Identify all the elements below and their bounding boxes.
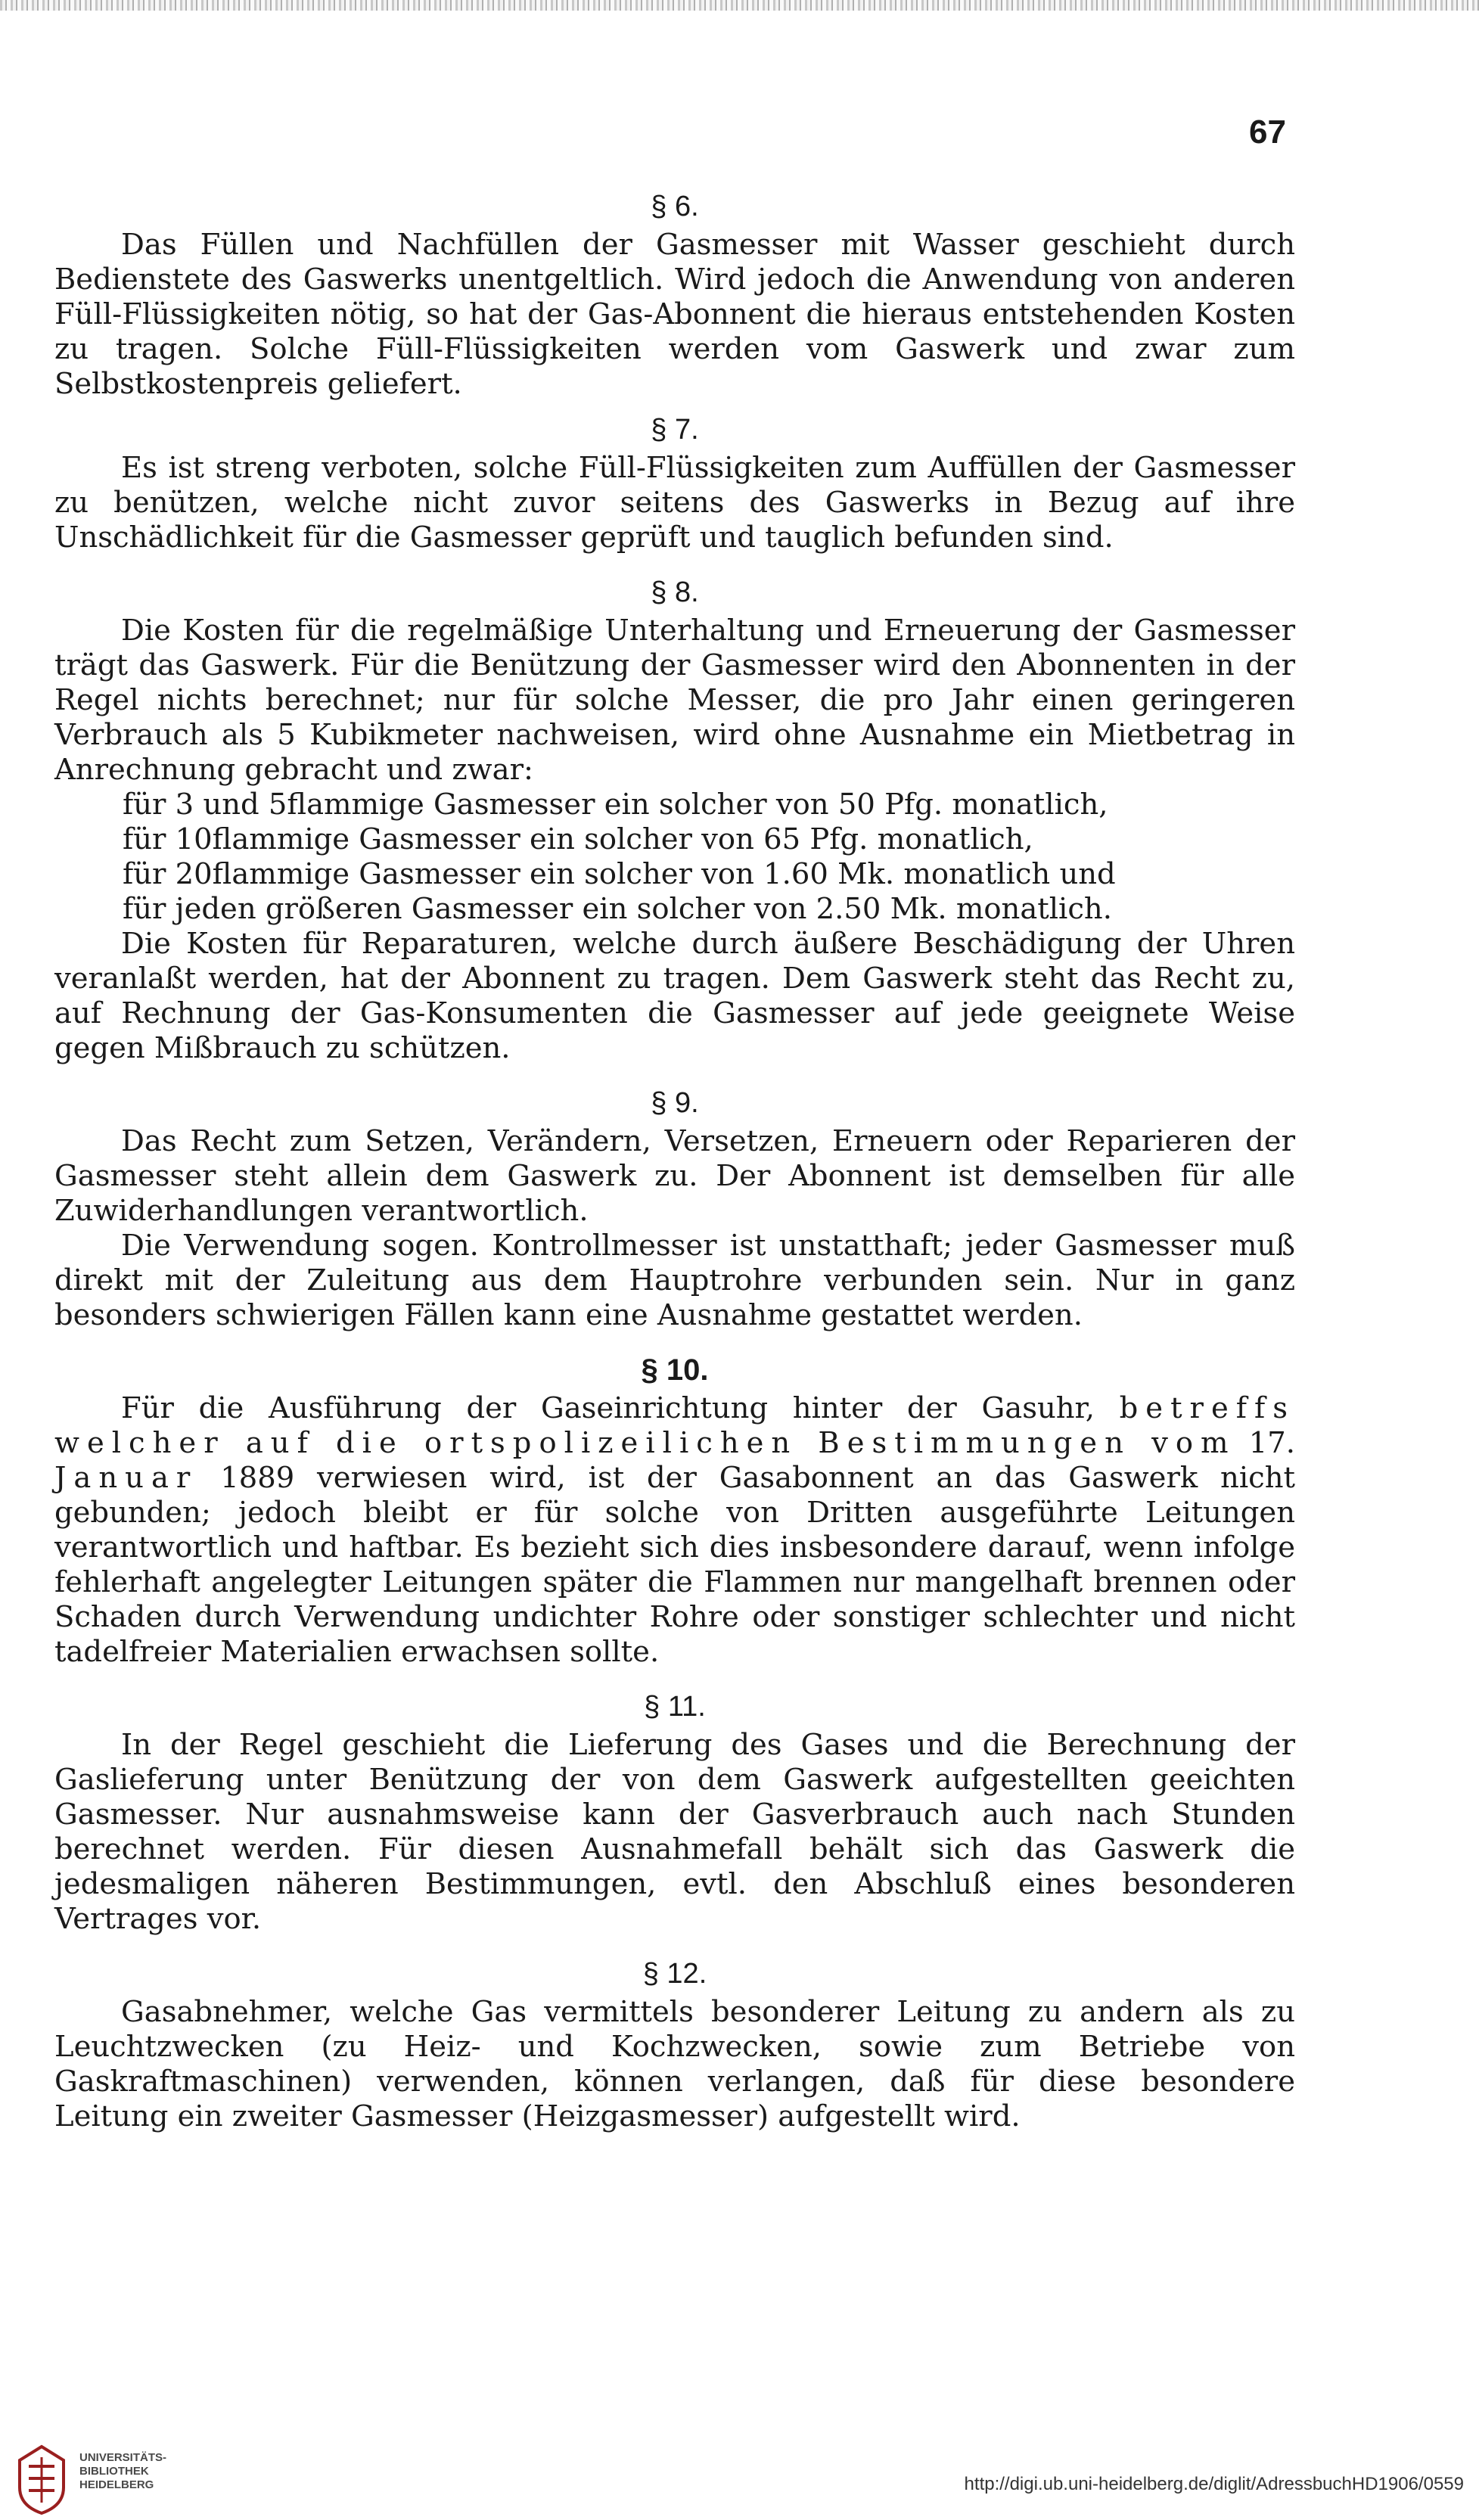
section-10-heading: § 10.	[641, 1353, 709, 1387]
university-library-logo-icon	[14, 2444, 70, 2516]
section-7-paragraph: Es ist streng verboten, solche Füll-Flüssigkeiten zum Auffüllen der Gasmesser zu benützen, welche nicht zuvor seitens des Gaswerks in Bezug auf ihre Unschädlichkeit für die Gasmesser geprüft und tauglich befunden sind.	[54, 451, 1295, 555]
section-10-paragraph	[54, 1391, 1295, 1670]
section-10-spaced-text: betreffs welcher auf die ortspolizeilichen Bestimmungen vom	[54, 1391, 1295, 1460]
section-10-spaced-month: Januar	[54, 1461, 198, 1495]
section-11-paragraph: In der Regel geschieht die Lieferung des Gases und die Berechnung der Gaslieferung unter Benützung der von dem Gaswerk aufgestellten geeichten Gasmesser. Nur ausnahmsweise kann der Gasverbrauch auch nach Stunden berechnet werden. Für diesen Ausnahmefall behält sich das Gaswerk die jedesmaligen näheren Bestimmungen, evtl. den Abschluß eines besonderen Vertrages vor.	[54, 1728, 1295, 1936]
source-url-link[interactable]: http://digi.ub.uni-heidelberg.de/diglit/AdressbuchHD1906/0559	[964, 2474, 1464, 2494]
rate-item: für jeden größeren Gasmesser ein solcher von 2.50 Mk. monatlich.	[123, 892, 1112, 926]
section-10-text-end: 1889 verwiesen wird, ist der Gasabonnent an das Gaswerk nicht gebunden; jedoch bleibt er für solche von Dritten ausgeführte Leitungen verantwortlich und haftbar. Es bezieht sich dies insbesondere darauf, wenn infolge fehlerhaft angelegter Leitungen später die Flammen nur mangelhaft brennen oder Schaden durch Verwendung undichter Rohre oder sonstiger schlechter und nicht tadelfreier Materialien erwachsen sollte.	[54, 1461, 1295, 1669]
section-12-paragraph: Gasabnehmer, welche Gas vermittels besonderer Leitung zu andern als zu Leuchtzwecken (zu Heiz- und Kochzwecken, sowie zum Betriebe von Gaskraftmaschinen) verwenden, können verlangen, daß für diese besondere Leitung ein zweiter Gasmesser (Heizgasmesser) aufgestellt wird.	[54, 1995, 1295, 2133]
page-text	[54, 189, 1295, 2134]
section-8-intro: Die Kosten für die regelmäßige Unterhaltung und Erneuerung der Gasmesser trägt das Gaswerk. Für die Benützung der Gasmesser wird den Abonnenten in der Regel nichts berechnet; nur für solche Messer, die pro Jahr einen geringeren Verbrauch als 5 Kubikmeter nachweisen, wird ohne Ausnahme ein Mietbetrag in Anrechnung gebracht und zwar:	[54, 614, 1295, 787]
rate-item: für 20flammige Gasmesser ein solcher von 1.60 Mk. monatlich und	[123, 857, 1116, 891]
library-name-line: HEIDELBERG	[79, 2478, 154, 2491]
scan-edge-noise	[0, 0, 1479, 11]
footer	[0, 2428, 1479, 2520]
section-6-paragraph: Das Füllen und Nachfüllen der Gasmesser mit Wasser geschieht durch Bedienstete des Gaswerks unentgeltlich. Wird jedoch die Anwendung von anderen Füll-Flüssigkeiten nötig, so hat der Gas-Abonnent die hieraus entstehenden Kosten zu tragen. Solche Füll-Flüssigkeiten werden vom Gaswerk und zwar zum Selbstkostenpreis geliefert.	[54, 228, 1295, 401]
section-9-heading: § 9.	[651, 1087, 699, 1119]
section-12-heading: § 12.	[642, 1958, 707, 1990]
section-7-heading: § 7.	[651, 414, 699, 446]
section-8-heading: § 8.	[651, 576, 699, 608]
section-8-repairs-paragraph: Die Kosten für Reparaturen, welche durch äußere Beschädigung der Uhren veranlaßt werden, hat der Abonnent zu tragen. Dem Gaswerk steht das Recht zu, auf Rechnung der Gas-Konsumenten die Gasmesser auf jede geeignete Weise gegen Mißbrauch zu schützen.	[54, 927, 1295, 1065]
section-11-heading: § 11.	[644, 1691, 706, 1723]
section-9-paragraph-2: Die Verwendung sogen. Kontrollmesser ist unstatthaft; jeder Gasmesser muß direkt mit der Zuleitung aus dem Hauptrohre verbunden sein. Nur in ganz besonders schwierigen Fällen kann eine Ausnahme gestattet werden.	[54, 1229, 1295, 1332]
library-name-line: BIBLIOTHEK	[79, 2465, 149, 2478]
library-name-line: UNIVERSITÄTS-	[79, 2451, 167, 2464]
section-6-heading: § 6.	[651, 191, 699, 222]
library-name	[79, 2451, 166, 2492]
rent-rate-list	[54, 788, 1295, 927]
rate-item: für 3 und 5flammige Gasmesser ein solcher von 50 Pfg. monatlich,	[123, 788, 1108, 822]
section-10-text-date: 17.	[1248, 1426, 1296, 1460]
page-number: 67	[1249, 113, 1286, 151]
rate-item: für 10flammige Gasmesser ein solcher von 65 Pfg. monatlich,	[123, 822, 1033, 856]
section-10-text-start: Für die Ausführung der Gaseinrichtung hinter der Gasuhr,	[121, 1391, 1095, 1425]
section-9-paragraph-1: Das Recht zum Setzen, Verändern, Versetzen, Erneuern oder Reparieren der Gasmesser steht allein dem Gaswerk zu. Der Abonnent ist demselben für alle Zuwiderhandlungen verantwortlich.	[54, 1124, 1295, 1228]
